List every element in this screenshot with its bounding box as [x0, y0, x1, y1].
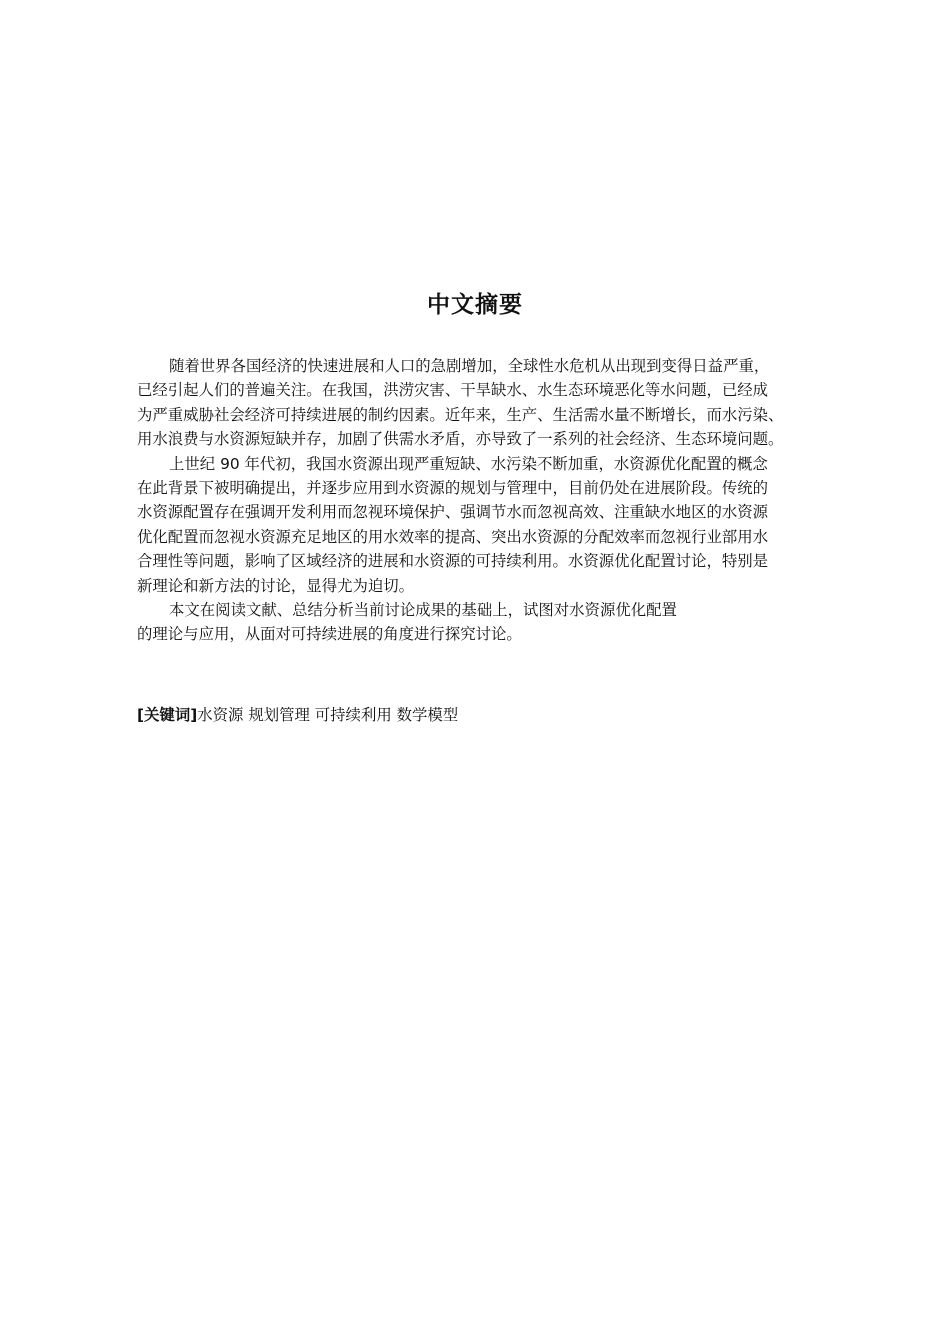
paragraph-2-line-2: 在此背景下被明确提出，并逐步应用到水资源的规划与管理中，目前仍处在进展阶段。传统的	[137, 478, 769, 497]
paragraph-2-line-3: 水资源配置存在强调开发利用而忽视环境保护、强调节水而忽视高效、注重缺水地区的水资源	[137, 503, 769, 522]
paragraph-1-line-4: 用水浪费与水资源短缺并存，加剧了供需水矛盾，亦导致了一系列的社会经济、生态环境问题。	[137, 430, 784, 449]
paragraph-1-line-1: 随着世界各国经济的快速进展和人口的急剧增加，全球性水危机从出现到变得日益严重，	[169, 357, 770, 375]
paragraph-2-line-4: 优化配置而忽视水资源充足地区的用水效率的提高、突出水资源的分配效率而忽视行业部用水	[137, 527, 769, 546]
keywords-text: 水资源 规划管理 可持续利用 数学模型	[197, 706, 459, 724]
page-title: 中文摘要	[427, 292, 523, 318]
paragraph-2-line-5: 合理性等问题，影响了区域经济的进展和水资源的可持续利用。水资源优化配置讨论，特别是	[137, 552, 769, 571]
paragraph-1-line-3: 为严重威胁社会经济可持续进展的制约因素。近年来，生产、生活需水量不断增长，而水污染、	[137, 405, 784, 424]
paragraph-1-line-2: 已经引起人们的普遍关注。在我国，洪涝灾害、干旱缺水、水生态环境恶化等水问题，已经成	[137, 381, 769, 400]
keywords-line	[137, 703, 458, 727]
paragraph-2-line-1: 上世纪 90 年代初，我国水资源出现严重短缺、水污染不断加重，水资源优化配置的概念	[169, 454, 768, 473]
paragraph-2-line-6: 新理论和新方法的讨论，显得尤为迫切。	[137, 576, 415, 595]
abstract-body	[137, 354, 827, 647]
paragraph-3-line-1: 本文在阅读文献、总结分析当前讨论成果的基础上，试图对水资源优化配置	[169, 600, 677, 619]
paragraph-3-line-2: 的理论与应用，从面对可持续进展的角度进行探究讨论。	[137, 625, 522, 644]
keywords-label: [关键词]	[137, 706, 198, 724]
